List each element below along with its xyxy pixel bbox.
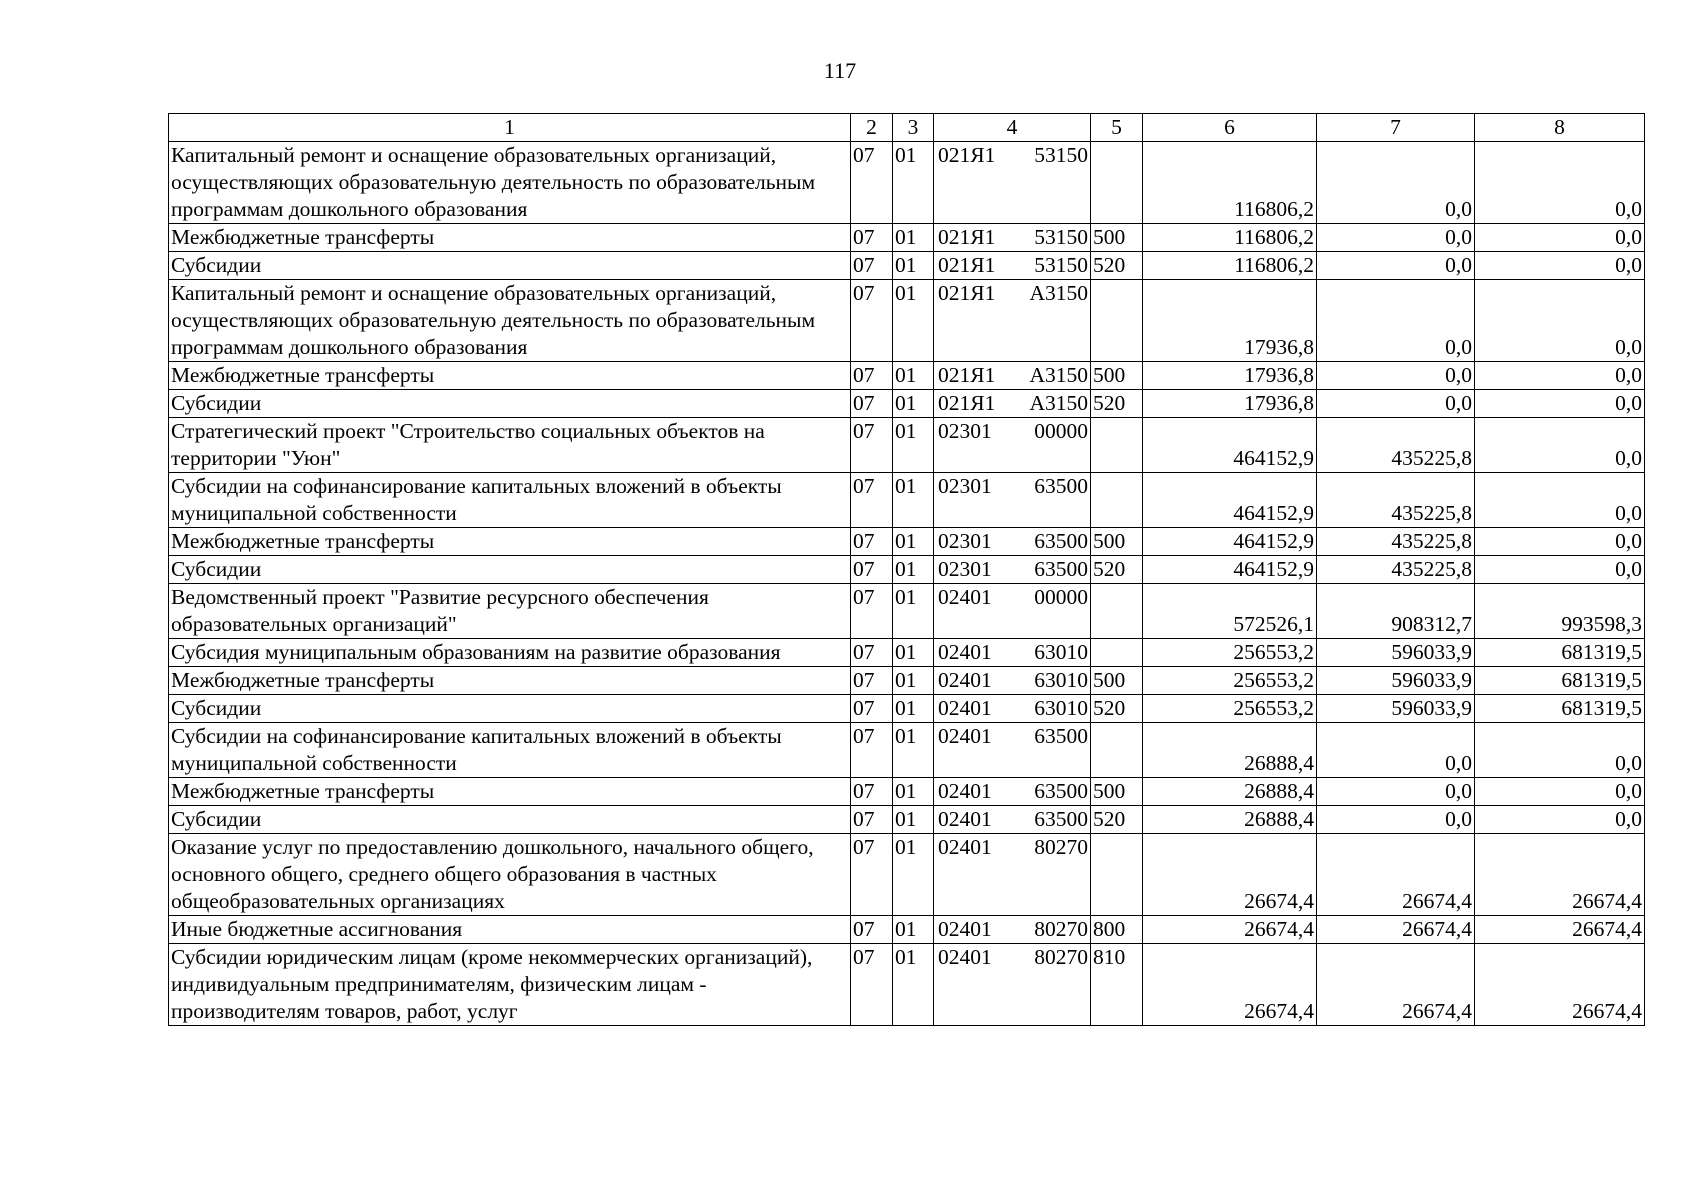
row-amount-col7: 596033,9 <box>1317 667 1475 695</box>
row-amount-col7: 0,0 <box>1317 142 1475 224</box>
row-direction-code: А3150 <box>1029 363 1088 387</box>
row-expense-type: 500 <box>1091 778 1143 806</box>
row-amount-col6: 464152,9 <box>1143 528 1317 556</box>
row-amount-col7: 435225,8 <box>1317 528 1475 556</box>
row-section-code: 07 <box>851 142 893 224</box>
row-amount-col8: 681319,5 <box>1475 667 1645 695</box>
row-program-code: 02401 <box>938 585 992 609</box>
row-subsection-code: 01 <box>893 473 934 528</box>
table-row <box>169 806 1645 834</box>
row-name: Капитальный ремонт и оснащение образовательных организаций, осуществляющих образовательную деятельность по образовательным программам дошкольного образования <box>169 142 851 224</box>
row-target-article <box>934 695 1091 723</box>
row-name: Субсидии <box>169 390 851 418</box>
row-amount-col8: 0,0 <box>1475 362 1645 390</box>
row-section-code: 07 <box>851 556 893 584</box>
row-direction-code: 63500 <box>1034 807 1088 831</box>
row-amount-col7: 0,0 <box>1317 252 1475 280</box>
row-amount-col6: 116806,2 <box>1143 224 1317 252</box>
row-program-code: 02301 <box>938 529 992 553</box>
row-program-code: 02401 <box>938 640 992 664</box>
row-target-article <box>934 639 1091 667</box>
row-amount-col6: 256553,2 <box>1143 667 1317 695</box>
row-expense-type: 500 <box>1091 224 1143 252</box>
row-expense-type: 520 <box>1091 806 1143 834</box>
column-header-8: 8 <box>1475 114 1645 142</box>
row-subsection-code: 01 <box>893 639 934 667</box>
row-expense-type: 500 <box>1091 667 1143 695</box>
row-name: Субсидии <box>169 695 851 723</box>
row-amount-col7: 596033,9 <box>1317 695 1475 723</box>
row-amount-col8: 0,0 <box>1475 806 1645 834</box>
table-row <box>169 280 1645 362</box>
row-amount-col6: 26674,4 <box>1143 916 1317 944</box>
row-section-code: 07 <box>851 695 893 723</box>
row-amount-col6: 26888,4 <box>1143 723 1317 778</box>
row-amount-col8: 681319,5 <box>1475 695 1645 723</box>
row-amount-col8: 0,0 <box>1475 556 1645 584</box>
row-amount-col8: 993598,3 <box>1475 584 1645 639</box>
row-subsection-code: 01 <box>893 916 934 944</box>
row-program-code: 021Я1 <box>938 391 996 415</box>
row-target-article <box>934 390 1091 418</box>
row-name: Субсидии на софинансирование капитальных вложений в объекты муниципальной собственности <box>169 723 851 778</box>
row-amount-col6: 572526,1 <box>1143 584 1317 639</box>
row-direction-code: 63500 <box>1034 724 1088 748</box>
row-amount-col6: 17936,8 <box>1143 280 1317 362</box>
row-expense-type: 520 <box>1091 695 1143 723</box>
row-expense-type: 520 <box>1091 252 1143 280</box>
row-subsection-code: 01 <box>893 584 934 639</box>
table-row <box>169 944 1645 1026</box>
row-expense-type: 810 <box>1091 944 1143 1026</box>
row-amount-col7: 596033,9 <box>1317 639 1475 667</box>
row-amount-col7: 435225,8 <box>1317 418 1475 473</box>
row-name: Субсидии юридическим лицам (кроме некоммерческих организаций), индивидуальным предпринимателям, физическим лицам - производителям товаров, работ, услуг <box>169 944 851 1026</box>
row-name: Субсидии <box>169 556 851 584</box>
row-amount-col6: 26888,4 <box>1143 806 1317 834</box>
row-subsection-code: 01 <box>893 556 934 584</box>
row-target-article <box>934 723 1091 778</box>
table-row <box>169 418 1645 473</box>
row-section-code: 07 <box>851 473 893 528</box>
row-amount-col7: 435225,8 <box>1317 473 1475 528</box>
row-amount-col7: 0,0 <box>1317 390 1475 418</box>
row-direction-code: 63500 <box>1034 557 1088 581</box>
row-direction-code: 53150 <box>1034 253 1088 277</box>
row-program-code: 02301 <box>938 474 992 498</box>
row-section-code: 07 <box>851 418 893 473</box>
row-expense-type <box>1091 723 1143 778</box>
table-row <box>169 142 1645 224</box>
row-amount-col6: 464152,9 <box>1143 556 1317 584</box>
row-expense-type <box>1091 584 1143 639</box>
row-direction-code: 00000 <box>1034 585 1088 609</box>
table-row <box>169 584 1645 639</box>
row-subsection-code: 01 <box>893 280 934 362</box>
budget-table <box>168 113 1645 1026</box>
row-direction-code: 63500 <box>1034 529 1088 553</box>
row-expense-type <box>1091 418 1143 473</box>
row-target-article <box>934 252 1091 280</box>
column-header-7: 7 <box>1317 114 1475 142</box>
row-subsection-code: 01 <box>893 723 934 778</box>
row-amount-col7: 0,0 <box>1317 778 1475 806</box>
row-name: Иные бюджетные ассигнования <box>169 916 851 944</box>
row-subsection-code: 01 <box>893 944 934 1026</box>
row-expense-type <box>1091 473 1143 528</box>
table-row <box>169 362 1645 390</box>
row-expense-type: 500 <box>1091 362 1143 390</box>
row-subsection-code: 01 <box>893 667 934 695</box>
table-row <box>169 224 1645 252</box>
row-direction-code: 53150 <box>1034 225 1088 249</box>
row-section-code: 07 <box>851 806 893 834</box>
row-program-code: 02401 <box>938 696 992 720</box>
row-target-article <box>934 916 1091 944</box>
row-target-article <box>934 473 1091 528</box>
row-amount-col8: 0,0 <box>1475 528 1645 556</box>
row-name: Межбюджетные трансферты <box>169 528 851 556</box>
row-name: Субсидии <box>169 806 851 834</box>
row-amount-col8: 0,0 <box>1475 280 1645 362</box>
row-name: Межбюджетные трансферты <box>169 224 851 252</box>
column-header-1: 1 <box>169 114 851 142</box>
table-row <box>169 695 1645 723</box>
row-program-code: 02401 <box>938 724 992 748</box>
table-row <box>169 528 1645 556</box>
row-expense-type <box>1091 280 1143 362</box>
row-amount-col6: 116806,2 <box>1143 252 1317 280</box>
row-program-code: 02401 <box>938 779 992 803</box>
row-amount-col8: 681319,5 <box>1475 639 1645 667</box>
row-section-code: 07 <box>851 667 893 695</box>
row-amount-col8: 0,0 <box>1475 252 1645 280</box>
row-amount-col6: 464152,9 <box>1143 473 1317 528</box>
row-name: Субсидии <box>169 252 851 280</box>
row-direction-code: 80270 <box>1034 917 1088 941</box>
row-program-code: 021Я1 <box>938 253 996 277</box>
row-amount-col6: 464152,9 <box>1143 418 1317 473</box>
row-name: Ведомственный проект "Развитие ресурсного обеспечения образовательных организаций" <box>169 584 851 639</box>
table-body <box>169 114 1645 1026</box>
row-amount-col6: 26674,4 <box>1143 834 1317 916</box>
row-program-code: 02301 <box>938 557 992 581</box>
row-amount-col6: 26888,4 <box>1143 778 1317 806</box>
row-name: Межбюджетные трансферты <box>169 667 851 695</box>
row-amount-col6: 256553,2 <box>1143 695 1317 723</box>
row-target-article <box>934 834 1091 916</box>
row-subsection-code: 01 <box>893 224 934 252</box>
row-expense-type: 800 <box>1091 916 1143 944</box>
row-direction-code: 63500 <box>1034 779 1088 803</box>
table-row <box>169 390 1645 418</box>
table-row <box>169 916 1645 944</box>
row-name: Субсидии на софинансирование капитальных вложений в объекты муниципальной собственности <box>169 473 851 528</box>
row-section-code: 07 <box>851 224 893 252</box>
row-subsection-code: 01 <box>893 142 934 224</box>
row-target-article <box>934 778 1091 806</box>
table-row <box>169 473 1645 528</box>
row-name: Стратегический проект "Строительство социальных объектов на территории "Уюн" <box>169 418 851 473</box>
row-subsection-code: 01 <box>893 778 934 806</box>
row-amount-col8: 0,0 <box>1475 418 1645 473</box>
row-section-code: 07 <box>851 639 893 667</box>
row-direction-code: 63010 <box>1034 668 1088 692</box>
row-section-code: 07 <box>851 528 893 556</box>
row-amount-col7: 0,0 <box>1317 362 1475 390</box>
row-amount-col6: 26674,4 <box>1143 944 1317 1026</box>
row-program-code: 02401 <box>938 835 992 859</box>
row-subsection-code: 01 <box>893 390 934 418</box>
row-amount-col8: 0,0 <box>1475 390 1645 418</box>
row-amount-col6: 17936,8 <box>1143 362 1317 390</box>
row-target-article <box>934 280 1091 362</box>
row-direction-code: 63010 <box>1034 640 1088 664</box>
row-name: Оказание услуг по предоставлению дошкольного, начального общего, основного общего, среднего общего образования в частных общеобразовательных организациях <box>169 834 851 916</box>
row-program-code: 02401 <box>938 917 992 941</box>
row-amount-col7: 908312,7 <box>1317 584 1475 639</box>
column-header-5: 5 <box>1091 114 1143 142</box>
row-amount-col8: 26674,4 <box>1475 916 1645 944</box>
row-name: Межбюджетные трансферты <box>169 778 851 806</box>
row-program-code: 02401 <box>938 807 992 831</box>
row-program-code: 021Я1 <box>938 281 996 305</box>
row-program-code: 021Я1 <box>938 143 996 167</box>
row-amount-col6: 17936,8 <box>1143 390 1317 418</box>
row-target-article <box>934 944 1091 1026</box>
row-target-article <box>934 806 1091 834</box>
row-subsection-code: 01 <box>893 834 934 916</box>
row-amount-col7: 0,0 <box>1317 280 1475 362</box>
row-section-code: 07 <box>851 916 893 944</box>
row-subsection-code: 01 <box>893 362 934 390</box>
row-section-code: 07 <box>851 280 893 362</box>
row-section-code: 07 <box>851 584 893 639</box>
row-direction-code: 53150 <box>1034 143 1088 167</box>
page-number: 117 <box>823 58 857 83</box>
row-section-code: 07 <box>851 944 893 1026</box>
row-subsection-code: 01 <box>893 528 934 556</box>
row-amount-col8: 26674,4 <box>1475 944 1645 1026</box>
row-expense-type <box>1091 639 1143 667</box>
row-expense-type: 520 <box>1091 556 1143 584</box>
table-row <box>169 556 1645 584</box>
column-header-4: 4 <box>934 114 1091 142</box>
row-program-code: 02401 <box>938 668 992 692</box>
row-amount-col7: 0,0 <box>1317 723 1475 778</box>
row-target-article <box>934 224 1091 252</box>
row-target-article <box>934 556 1091 584</box>
row-amount-col7: 0,0 <box>1317 806 1475 834</box>
row-target-article <box>934 667 1091 695</box>
row-section-code: 07 <box>851 834 893 916</box>
row-name: Межбюджетные трансферты <box>169 362 851 390</box>
table-row <box>169 667 1645 695</box>
row-amount-col7: 26674,4 <box>1317 916 1475 944</box>
row-amount-col7: 26674,4 <box>1317 944 1475 1026</box>
row-expense-type <box>1091 142 1143 224</box>
row-direction-code: 63500 <box>1034 474 1088 498</box>
row-amount-col6: 256553,2 <box>1143 639 1317 667</box>
row-amount-col8: 0,0 <box>1475 723 1645 778</box>
table-row <box>169 252 1645 280</box>
row-section-code: 07 <box>851 778 893 806</box>
row-target-article <box>934 528 1091 556</box>
row-program-code: 021Я1 <box>938 363 996 387</box>
row-direction-code: А3150 <box>1029 281 1088 305</box>
row-section-code: 07 <box>851 723 893 778</box>
row-expense-type <box>1091 834 1143 916</box>
table-row <box>169 778 1645 806</box>
row-amount-col8: 0,0 <box>1475 142 1645 224</box>
row-amount-col6: 116806,2 <box>1143 142 1317 224</box>
row-expense-type: 500 <box>1091 528 1143 556</box>
row-direction-code: 80270 <box>1034 835 1088 859</box>
row-target-article <box>934 142 1091 224</box>
row-section-code: 07 <box>851 390 893 418</box>
column-header-2: 2 <box>851 114 893 142</box>
row-subsection-code: 01 <box>893 418 934 473</box>
row-amount-col8: 0,0 <box>1475 224 1645 252</box>
header-row <box>169 114 1645 142</box>
row-amount-col7: 26674,4 <box>1317 834 1475 916</box>
row-amount-col8: 0,0 <box>1475 778 1645 806</box>
row-name: Субсидия муниципальным образованиям на развитие образования <box>169 639 851 667</box>
row-subsection-code: 01 <box>893 695 934 723</box>
row-target-article <box>934 362 1091 390</box>
row-subsection-code: 01 <box>893 806 934 834</box>
row-amount-col7: 435225,8 <box>1317 556 1475 584</box>
row-expense-type: 520 <box>1091 390 1143 418</box>
row-subsection-code: 01 <box>893 252 934 280</box>
table-row <box>169 639 1645 667</box>
row-direction-code: 00000 <box>1034 419 1088 443</box>
row-name: Капитальный ремонт и оснащение образовательных организаций, осуществляющих образовательную деятельность по образовательным программам дошкольного образования <box>169 280 851 362</box>
row-target-article <box>934 584 1091 639</box>
row-program-code: 02301 <box>938 419 992 443</box>
row-program-code: 021Я1 <box>938 225 996 249</box>
row-amount-col7: 0,0 <box>1317 224 1475 252</box>
table-row <box>169 723 1645 778</box>
row-amount-col8: 26674,4 <box>1475 834 1645 916</box>
row-direction-code: 63010 <box>1034 696 1088 720</box>
row-direction-code: 80270 <box>1034 945 1088 969</box>
table-row <box>169 834 1645 916</box>
column-header-6: 6 <box>1143 114 1317 142</box>
row-target-article <box>934 418 1091 473</box>
row-section-code: 07 <box>851 252 893 280</box>
column-header-3: 3 <box>893 114 934 142</box>
row-direction-code: А3150 <box>1029 391 1088 415</box>
row-program-code: 02401 <box>938 945 992 969</box>
row-section-code: 07 <box>851 362 893 390</box>
row-amount-col8: 0,0 <box>1475 473 1645 528</box>
